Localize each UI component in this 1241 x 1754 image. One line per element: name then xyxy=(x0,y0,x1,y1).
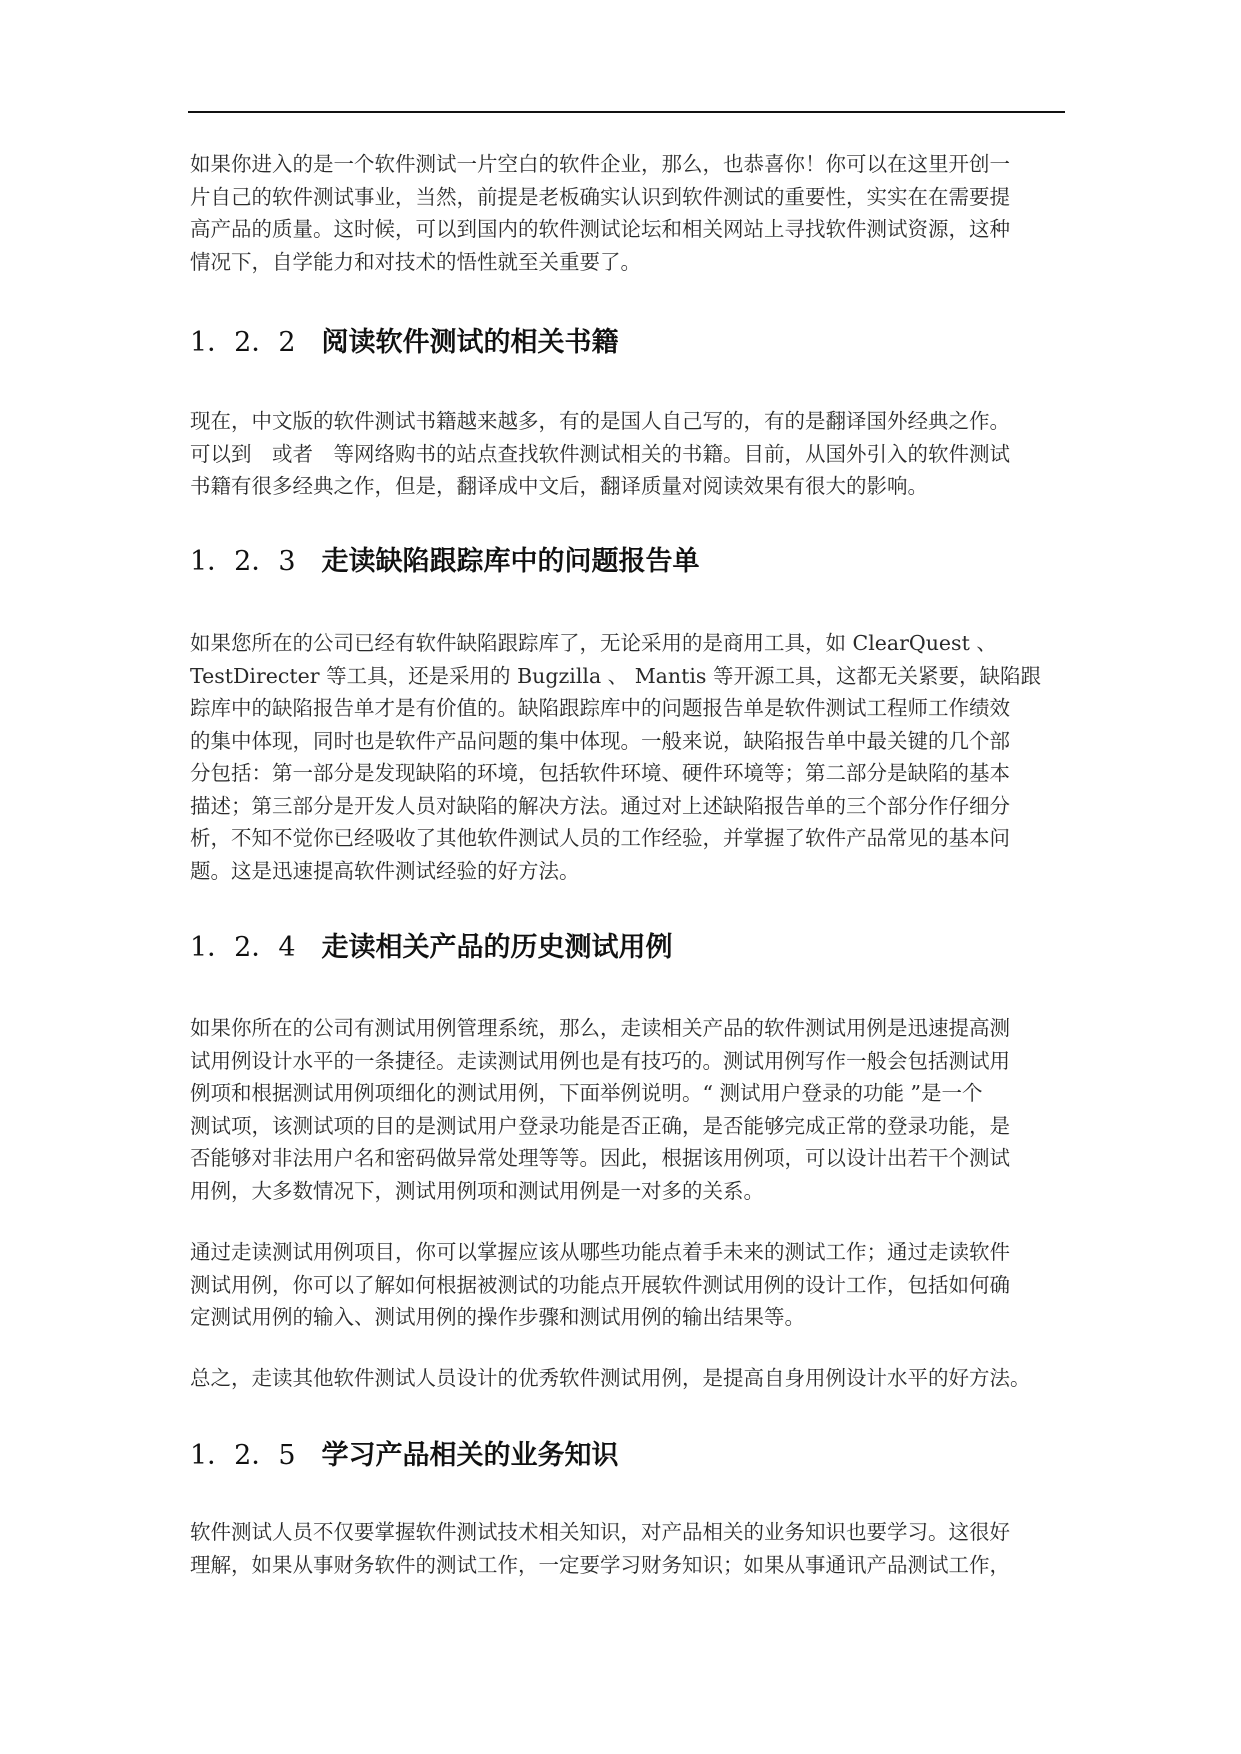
paragraph-line: 理解，如果从事财务软件的测试工作，一定要学习财务知识；如果从事通讯产品测试工作， xyxy=(190,1552,1010,1577)
section-1-2-2-paragraph xyxy=(190,405,1065,503)
paragraph-line: 例项和根据测试用例项细化的测试用例，下面举例说明。“ 测试用户登录的功能 ”是一个 xyxy=(190,1081,983,1105)
paragraph-line: TestDirecter 等工具，还是采用的 Bugzilla 、 Mantis 等开源工具，这都无关紧要，缺陷跟 xyxy=(190,663,1041,688)
paragraph-line: 软件测试人员不仅要掌握软件测试技术相关知识，对产品相关的业务知识也要学习。这很好 xyxy=(190,1520,1010,1544)
section-title: 学习产品相关的业务知识 xyxy=(321,1440,619,1471)
section-title: 走读相关产品的历史测试用例 xyxy=(321,932,673,963)
paragraph-line: 定测试用例的输入、测试用例的操作步骤和测试用例的输出结果等。 xyxy=(190,1305,805,1329)
paragraph-line: 析，不知不觉你已经吸收了其他软件测试人员的工作经验，并掌握了软件产品常见的基本问 xyxy=(190,826,1010,850)
section-1-2-4-paragraph-2 xyxy=(190,1236,1065,1334)
header-rule xyxy=(188,111,1065,113)
section-1-2-3-paragraph xyxy=(190,627,1065,887)
paragraph-line: 踪库中的缺陷报告单才是有价值的。缺陷跟踪库中的问题报告单是软件测试工程师工作绩效 xyxy=(190,696,1010,720)
paragraph-line: 书籍有很多经典之作，但是，翻译成中文后，翻译质量对阅读效果有很大的影响。 xyxy=(190,474,928,498)
section-number: 1．2．2 xyxy=(190,327,296,358)
section-heading-1-2-3 xyxy=(190,544,700,580)
section-1-2-4-paragraph-1 xyxy=(190,1012,1065,1207)
section-number: 1．2．5 xyxy=(190,1440,296,1471)
paragraph-line: 测试项，该测试项的目的是测试用户登录功能是否正确，是否能够完成正常的登录功能，是 xyxy=(190,1113,1010,1138)
paragraph-line: 描述；第三部分是开发人员对缺陷的解决方法。通过对上述缺陷报告单的三个部分作仔细分 xyxy=(190,793,1010,818)
paragraph-line: 可以到 或者 等网络购书的站点查找软件测试相关的书籍。目前，从国外引入的软件测试 xyxy=(190,441,1010,466)
paragraph-line: 题。这是迅速提高软件测试经验的好方法。 xyxy=(190,858,580,883)
paragraph-line: 情况下，自学能力和对技术的悟性就至关重要了。 xyxy=(190,249,641,274)
section-title: 阅读软件测试的相关书籍 xyxy=(321,327,619,358)
section-heading-1-2-4 xyxy=(190,930,673,966)
paragraph-line: 否能够对非法用户名和密码做异常处理等等。因此，根据该用例项，可以设计出若干个测试 xyxy=(190,1146,1010,1170)
paragraph-line: 如果你所在的公司有测试用例管理系统，那么，走读相关产品的软件测试用例是迅速提高测 xyxy=(190,1016,1010,1040)
paragraph-line: 试用例设计水平的一条捷径。走读测试用例也是有技巧的。测试用例写作一般会包括测试用 xyxy=(190,1048,1010,1073)
section-number: 1．2．4 xyxy=(190,932,296,963)
section-1-2-5-paragraph xyxy=(190,1516,1065,1581)
paragraph-line: 用例，大多数情况下，测试用例项和测试用例是一对多的关系。 xyxy=(190,1178,764,1203)
paragraph-line: 测试用例，你可以了解如何根据被测试的功能点开展软件测试用例的设计工作，包括如何确 xyxy=(190,1272,1010,1297)
paragraph-line: 高产品的质量。这时候，可以到国内的软件测试论坛和相关网站上寻找软件测试资源，这种 xyxy=(190,217,1010,241)
paragraph-line: 通过走读测试用例项目，你可以掌握应该从哪些功能点着手未来的测试工作；通过走读软件 xyxy=(190,1240,1010,1264)
paragraph-line: 如果你进入的是一个软件测试一片空白的软件企业，那么，也恭喜你！你可以在这里开创一 xyxy=(190,152,1010,176)
paragraph-line: 分包括：第一部分是发现缺陷的环境，包括软件环境、硬件环境等；第二部分是缺陷的基本 xyxy=(190,761,1010,785)
section-1-2-4-paragraph-3 xyxy=(190,1362,1065,1395)
section-heading-1-2-5 xyxy=(190,1438,619,1474)
paragraph-line: 片自己的软件测试事业，当然，前提是老板确实认识到软件测试的重要性，实实在在需要提 xyxy=(190,184,1010,209)
section-number: 1．2．3 xyxy=(190,546,296,577)
section-title: 走读缺陷跟踪库中的问题报告单 xyxy=(321,546,700,577)
paragraph-line: 的集中体现，同时也是软件产品问题的集中体现。一般来说，缺陷报告单中最关键的几个部 xyxy=(190,728,1010,753)
paragraph-line: 总之，走读其他软件测试人员设计的优秀软件测试用例，是提高自身用例设计水平的好方法。 xyxy=(190,1366,1031,1390)
intro-paragraph xyxy=(190,148,1065,278)
paragraph-line: 现在，中文版的软件测试书籍越来越多，有的是国人自己写的，有的是翻译国外经典之作。 xyxy=(190,409,1010,433)
paragraph-line: 如果您所在的公司已经有软件缺陷跟踪库了，无论采用的是商用工具，如 ClearQuest 、 xyxy=(190,631,997,655)
section-heading-1-2-2 xyxy=(190,325,619,361)
